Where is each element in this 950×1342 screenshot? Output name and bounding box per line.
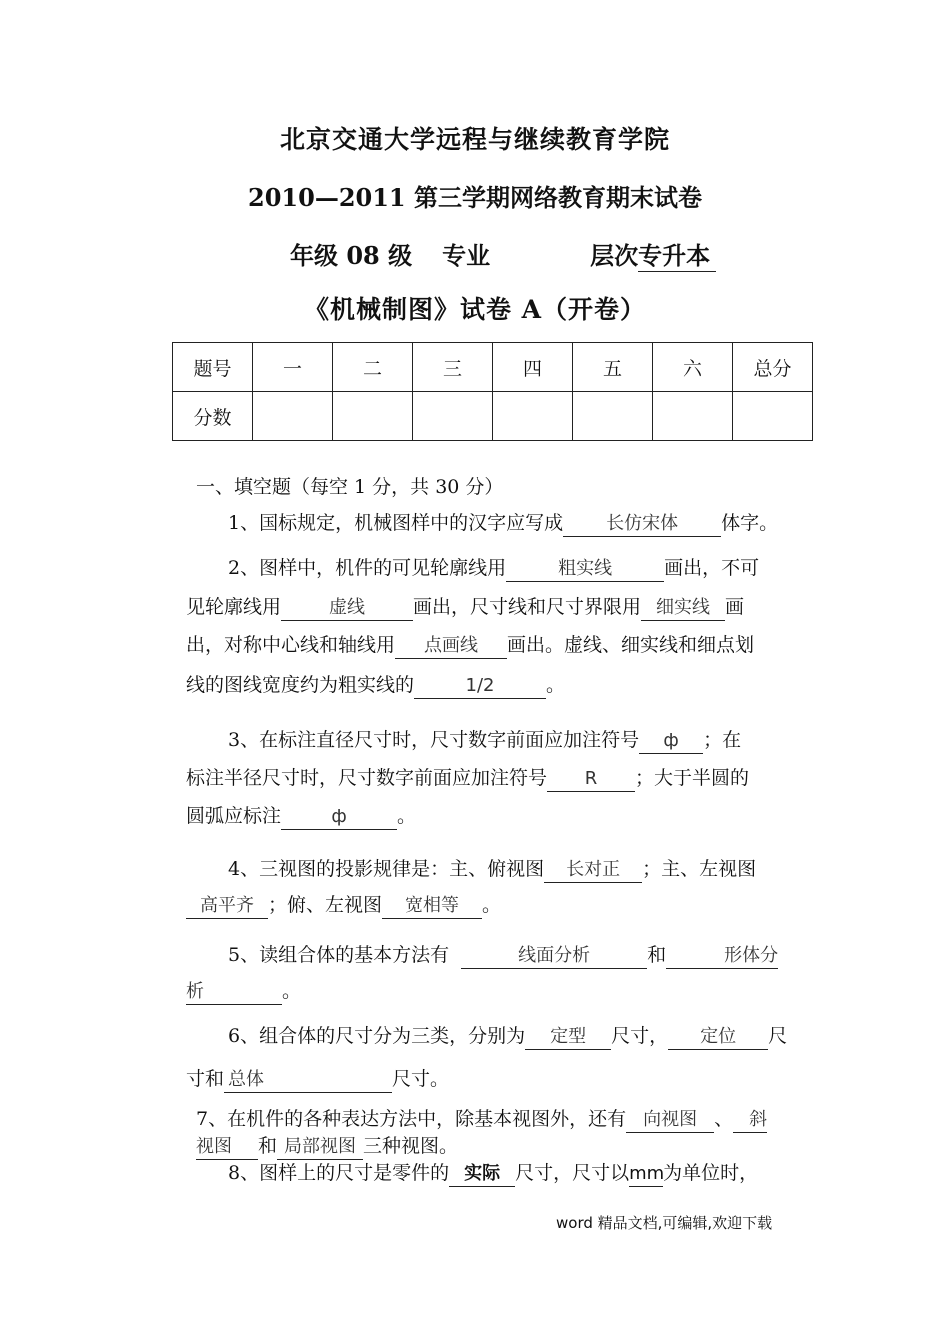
question-2-line-4 [186, 673, 565, 699]
q3-text: ；在 [703, 729, 742, 751]
score-input-cell[interactable] [573, 392, 653, 441]
q7-text: 7、在机件的各种表达方法中，除基本视图外，还有 [196, 1108, 627, 1130]
question-7-line-1 [196, 1107, 767, 1133]
q3-answer-3: ф [281, 805, 397, 830]
q2-text: 2、图样中，机件的可见轮廓线用 [228, 557, 507, 579]
q2-text: 线的图线宽度约为粗实线的 [186, 674, 415, 696]
q4-answer-1: 长对正 [544, 858, 642, 883]
question-3-line-1 [228, 728, 741, 754]
score-table-header-row [173, 343, 813, 392]
q2-answer-5: 1/2 [414, 674, 546, 699]
q6-answer-2: 定位 [668, 1025, 768, 1050]
score-input-cell[interactable] [733, 392, 813, 441]
question-2-line-2 [186, 595, 744, 621]
q1-answer: 长仿宋体 [563, 512, 721, 537]
q5-text: 5、读组合体的基本方法有 [228, 944, 450, 966]
score-table [172, 342, 813, 441]
q2-text: 画 [725, 596, 745, 618]
q2-text: 出，对称中心线和轴线用 [186, 634, 396, 656]
q6-text: 6、组合体的尺寸分为三类，分别为 [228, 1025, 526, 1047]
score-table-score-row [173, 392, 813, 441]
q3-text: ；大于半圆的 [635, 767, 750, 789]
q6-answer-1: 定型 [525, 1025, 611, 1050]
q5-text: 。 [282, 980, 302, 1002]
footer-note: word 精品文档,可编辑,欢迎下载 [556, 1214, 773, 1232]
q2-text: 画出，尺寸线和尺寸界限用 [413, 596, 642, 618]
score-cell: 五 [573, 343, 653, 392]
q3-text: 3、在标注直径尺寸时，尺寸数字前面应加注符号 [228, 729, 640, 751]
level-label: 层次 [590, 241, 639, 270]
q1-text-end: 体字。 [721, 512, 779, 534]
question-5-line-1 [228, 943, 778, 969]
question-6-line-2 [186, 1067, 449, 1093]
section-title: 一、填空题（每空 1 分，共 30 分） [196, 476, 504, 498]
term-title: 2010—2011 第三学期网络教育期末试卷 [248, 183, 702, 212]
q1-text: 1、国标规定，机械图样中的汉字应写成 [228, 512, 564, 534]
score-input-cell[interactable] [653, 392, 733, 441]
q3-text: 圆弧应标注 [186, 805, 282, 827]
q7-answer-1: 向视图 [626, 1108, 714, 1133]
q5-answer-2b: 析 [186, 980, 282, 1005]
q8-text: 8、图样上的尺寸是零件的 [228, 1162, 450, 1184]
q2-answer-3: 细实线 [641, 596, 725, 621]
score-cell: 题号 [173, 343, 253, 392]
exam-meta [290, 236, 716, 272]
q2-text: 见轮廓线用 [186, 596, 282, 618]
question-3-line-2 [186, 766, 749, 792]
q6-text: 尺寸。 [392, 1068, 450, 1090]
q2-text: 画出，不可 [664, 557, 760, 579]
score-cell: 一 [253, 343, 333, 392]
q5-text: 和 [647, 944, 667, 966]
q5-answer-1: 线面分析 [461, 944, 647, 969]
score-cell: 总分 [733, 343, 813, 392]
q6-text: 尺寸， [611, 1025, 669, 1047]
score-cell: 四 [493, 343, 573, 392]
question-8-line-1 [228, 1161, 758, 1187]
q8-text: 尺寸，尺寸以 [515, 1162, 630, 1184]
question-2-line-3 [186, 633, 754, 659]
q7-text: 、 [714, 1108, 734, 1130]
q4-text: 。 [482, 894, 502, 916]
question-4-line-1 [228, 857, 756, 883]
q2-text: 画出。虚线、细实线和细点划 [507, 634, 755, 656]
level-value: 专升本 [638, 236, 716, 272]
question-3-line-3 [186, 804, 416, 830]
q4-text: ；俯、左视图 [268, 894, 383, 916]
q4-answer-3: 宽相等 [382, 894, 482, 919]
question-7-line-2 [196, 1134, 458, 1160]
q6-text: 尺 [768, 1025, 788, 1047]
major-label: 专业 [442, 241, 491, 270]
q7-answer-3: 局部视图 [277, 1135, 363, 1160]
grade-label: 年级 08 级 [290, 241, 413, 270]
question-6-line-1 [228, 1024, 787, 1050]
question-4-line-2 [186, 893, 501, 919]
q5-answer-2a: 形体分 [666, 944, 778, 969]
q7-answer-2b: 视图 [196, 1135, 258, 1160]
question-2-line-1 [228, 556, 759, 582]
q3-text: 。 [397, 805, 417, 827]
question-5-line-2 [186, 979, 301, 1005]
q2-answer-1: 粗实线 [506, 557, 664, 582]
score-cell: 六 [653, 343, 733, 392]
score-input-cell[interactable] [253, 392, 333, 441]
q2-answer-2: 虚线 [281, 596, 413, 621]
q8-text: 为单位时， [663, 1162, 759, 1184]
q6-text: 寸和 [186, 1068, 225, 1090]
score-cell: 三 [413, 343, 493, 392]
q7-answer-2a: 斜 [733, 1108, 767, 1133]
score-input-cell[interactable] [413, 392, 493, 441]
exam-title: 《机械制图》试卷 A（开卷） [303, 295, 647, 324]
q3-answer-2: R [547, 767, 635, 792]
q3-text: 标注半径尺寸时，尺寸数字前面应加注符号 [186, 767, 548, 789]
score-input-cell[interactable] [333, 392, 413, 441]
question-1 [228, 511, 778, 537]
q4-text: 4、三视图的投影规律是：主、俯视图 [228, 858, 545, 880]
q7-text: 三种视图。 [363, 1135, 459, 1157]
q8-answer-2: mm [629, 1162, 663, 1187]
q2-answer-4: 点画线 [395, 634, 507, 659]
score-input-cell[interactable] [493, 392, 573, 441]
q2-text: 。 [546, 674, 566, 696]
q6-answer-3: 总体 [224, 1068, 392, 1093]
q7-text: 和 [258, 1135, 278, 1157]
school-title: 北京交通大学远程与继续教育学院 [279, 125, 670, 154]
q3-answer-1: ф [639, 729, 703, 754]
q4-text: ；主、左视图 [642, 858, 757, 880]
q4-answer-2: 高平齐 [186, 894, 268, 919]
score-cell: 分数 [173, 392, 253, 441]
score-cell: 二 [333, 343, 413, 392]
q8-answer-1: 实际 [449, 1162, 515, 1187]
